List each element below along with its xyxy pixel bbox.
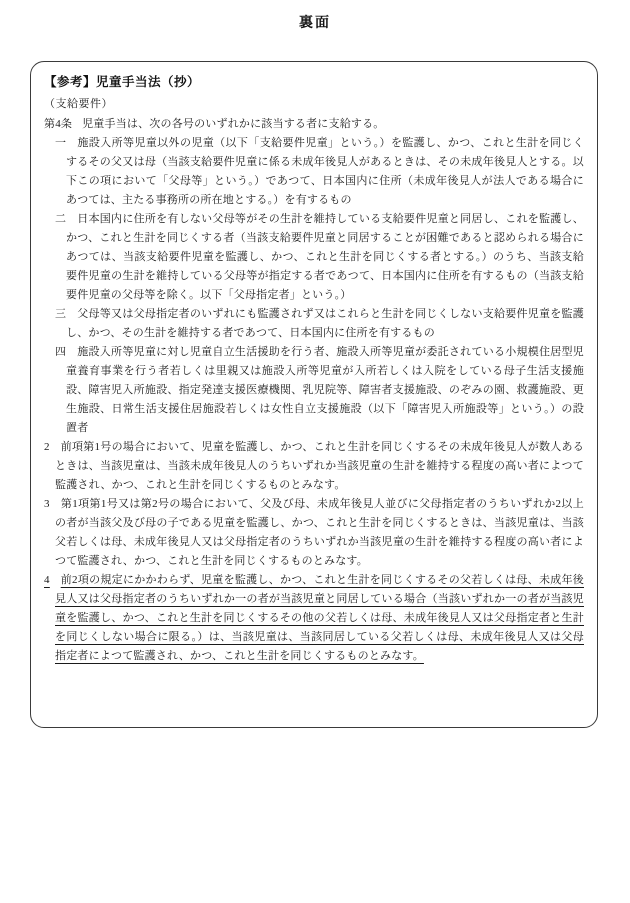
item-2-text: 日本国内に住所を有しない父母等がその生計を維持している支給要件児童と同居し、これを監護し、かつ、これと生計を同じくする者（当該支給要件児童と同居することが困難であると認められる場合にあつては、当該支給要件児童を監護し、かつ、これと生計を同じくする者とする。）のうち、当該支給要件児童の生計を維持している父母等が指定する者であつて、日本国内に住所を有するもの（当該支給要件児童の父母等を除く。以下「父母指定者」という。）	[66, 213, 584, 301]
item-4	[44, 343, 584, 438]
page-title: 裏面	[299, 16, 331, 31]
item-3	[44, 305, 584, 343]
paragraph-4-text: 前2項の規定にかかわらず、児童を監護し、かつ、これと生計を同じくするその父若しくは母、未成年後見人又は父母指定者のうちいずれか一の者が当該児童と同居している場合（当該いずれか一の者が当該児童を監護し、かつ、これと生計を同じくするその他の父若しくは母、未成年後見人又は父母指定者と生計を同じくしない場合に限る。）は、当該児童は、当該同居している父若しくは母、未成年後見人又は父母指定者によつて監護され、かつ、これと生計を同じくするものとみなす。	[55, 574, 584, 662]
requirements-subheading: （支給要件）	[44, 98, 113, 110]
law-excerpt-box	[30, 61, 598, 728]
article-4-paragraph-1	[44, 115, 584, 134]
law-heading: 【参考】児童手当法（抄）	[44, 75, 201, 89]
paragraph-2-number: 2	[44, 441, 50, 453]
paragraph-4	[44, 571, 584, 666]
paragraph-3-text: 第1項第1号又は第2号の場合において、父及び母、未成年後見人並びに父母指定者のうちいずれか2以上の者が当該父及び母の子である児童を監護し、かつ、これと生計を同じくするときは、当該児童は、当該父若しくは母、未成年後見人又は父母指定者のうちいずれか当該児童の生計を維持する程度の高い者によつて監護され、かつ、これと生計を同じくするものとみなす。	[55, 498, 584, 567]
article-text: 児童手当は、次の各号のいずれかに該当する者に支給する。	[82, 118, 385, 130]
article-number: 第4条	[44, 118, 73, 130]
item-3-text: 父母等又は父母指定者のいずれにも監護されず又はこれらと生計を同じくしない支給要件児童を監護し、かつ、その生計を維持する者であつて、日本国内に住所を有するもの	[66, 308, 584, 339]
item-1-text: 施設入所等児童以外の児童（以下「支給要件児童」という。）を監護し、かつ、これと生計を同じくするその父又は母（当該支給要件児童に係る未成年後見人があるときは、その未成年後見人とする。以下この項において「父母等」という。）であつて、日本国内に住所（未成年後見人が法人である場合にあつては、主たる事務所の所在地とする。）を有するもの	[66, 137, 585, 206]
paragraph-3	[44, 495, 584, 571]
paragraph-3-number: 3	[44, 498, 50, 510]
item-2	[44, 210, 584, 305]
paragraph-2	[44, 438, 584, 495]
item-4-number: 四	[55, 346, 67, 358]
item-1-number: 一	[55, 137, 67, 149]
item-1	[44, 134, 584, 210]
item-4-text: 施設入所等児童に対し児童自立生活援助を行う者、施設入所等児童が委託されている小規模住居型児童養育事業を行う者若しくは里親又は施設入所等児童が入所若しくは入院をしている母子生活支援施設、障害児入所施設、指定発達支援医療機関、乳児院等、障害者支援施設、のぞみの園、救護施設、更生施設、日常生活支援住居施設若しくは女性自立支援施設（以下「障害児入所施設等」という。）の設置者	[66, 346, 584, 434]
paragraph-2-text: 前項第1号の場合において、児童を監護し、かつ、これと生計を同じくするその未成年後見人が数人あるときは、当該児童は、当該未成年後見人のうちいずれか当該児童の生計を維持する程度の高い者によつて監護され、かつ、これと生計を同じくするものとみなす。	[55, 441, 584, 491]
item-2-number: 二	[55, 213, 67, 225]
law-text	[44, 115, 584, 666]
paragraph-4-number: 4	[44, 574, 50, 586]
item-3-number: 三	[55, 308, 67, 320]
